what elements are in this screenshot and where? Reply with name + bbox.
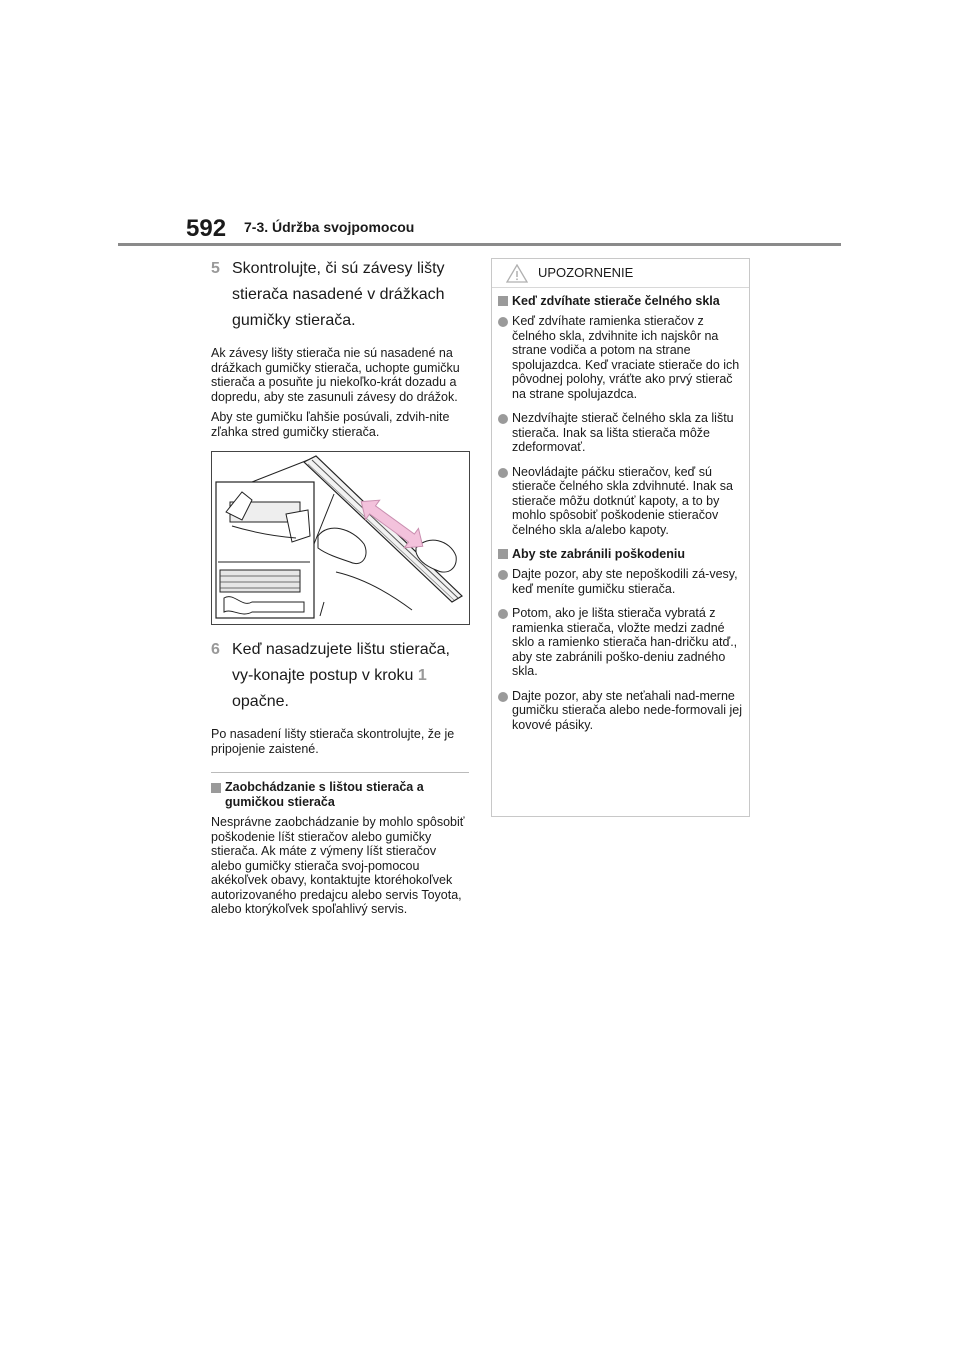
header-rule	[118, 243, 841, 246]
warning-triangle-icon	[506, 264, 528, 288]
step-number: 6	[211, 641, 220, 658]
warning-item	[498, 567, 743, 596]
warning-subheading	[498, 547, 743, 561]
square-bullet-icon	[498, 296, 508, 306]
warning-subheading	[498, 294, 743, 308]
warning-body	[492, 288, 749, 732]
step-text: Skontrolujte, či sú závesy lišty stierača nasadené v drážkach gumičky stierača.	[232, 260, 445, 329]
step5-paragraph: Ak závesy lišty stierača nie sú nasadené na drážkach gumičky stierača, uchopte gumičku stierača a posuňte ju niekoľko-krát dozadu a dopredu, aby ste zasunuli závesy do drážok.	[211, 346, 460, 404]
section-header: 7-3. Údržba svojpomocou	[244, 219, 415, 235]
warning-item-text: Nezdvíhajte stierač čelného skla za lištu stierača. Inak sa lišta stierača môže zdeformovať.	[512, 411, 734, 454]
warning-title: UPOZORNENIE	[538, 265, 634, 280]
round-bullet-icon	[498, 609, 508, 619]
wiper-illustration	[211, 451, 470, 625]
warning-item-text: Neovládajte páčku stieračov, keď sú stierače čelného skla zdvihnuté. Inak sa stierače môžu dotknúť kapoty, a to by mohlo spôsobiť poškodenie stieračov čelného skla a/alebo kapoty.	[512, 464, 733, 537]
page-number: 592	[186, 215, 227, 242]
step-number: 5	[211, 260, 220, 277]
round-bullet-icon	[498, 317, 508, 327]
warning-subheading-text: Keď zdvíhate stierače čelného skla	[512, 294, 720, 308]
warning-box	[491, 258, 750, 817]
warning-item-text: Dajte pozor, aby ste nepoškodili zá-vesy, keď meníte gumičku stierača.	[512, 567, 738, 596]
warning-item	[498, 314, 743, 401]
warning-header	[492, 259, 749, 288]
step6-paragraph: Po nasadení lišty stierača skontrolujte, že je pripojenie zaistené.	[211, 727, 455, 756]
subsection-heading	[211, 780, 469, 809]
warning-subheading-text: Aby ste zabránili poškodeniu	[512, 547, 685, 561]
warning-item-text: Keď zdvíhate ramienka stieračov z čelného skla, zdvihnite ich najskôr na strane vodiča a potom na strane spolujazdca. Keď vraciate stierače do ich pôvodnej polohy, vráťte ako prvý stierač na strane spolujazdca.	[512, 314, 740, 401]
warning-item-text: Dajte pozor, aby ste neťahali nad-merne gumičku stierača alebo nede-formovali jej kovové pásiky.	[512, 688, 742, 732]
warning-item	[498, 411, 743, 455]
round-bullet-icon	[498, 692, 508, 702]
left-column	[211, 256, 469, 917]
step-reference-number: 1	[417, 667, 427, 684]
square-bullet-icon	[211, 783, 221, 793]
warning-item-text: Potom, ako je lišta stierača vybratá z ramienka stierača, vložte medzi zadné sklo a ramienko stierača han-dričku atď., aby ste zabránili poško-deniu zadného skla.	[512, 606, 738, 678]
warning-item	[498, 606, 743, 679]
subsection-heading-text: Zaobchádzanie s lištou stierača a gumičkou stierača	[225, 780, 424, 809]
step-text-part: Keď nasadzujete lištu stierača, vy-konajte postup v kroku	[232, 641, 450, 684]
round-bullet-icon	[498, 414, 508, 424]
section-divider	[211, 772, 469, 773]
round-bullet-icon	[498, 570, 508, 580]
square-bullet-icon	[498, 549, 508, 559]
step5-paragraph: Aby ste gumičku ľahšie posúvali, zdvih-nite zľahka stred gumičky stierača.	[211, 410, 450, 439]
step-6	[211, 637, 469, 715]
subsection-text: Nesprávne zaobchádzanie by mohlo spôsobiť poškodenie líšt stieračov alebo gumičky stierača. Ak máte z výmeny líšt stieračov alebo gumičky stierača svoj-pomocou akékoľvek obavy, kontaktujte ktoréhokoľvek autorizovaného predajcu alebo servis Toyota, alebo ktorýkoľvek spoľahlivý servis.	[211, 815, 465, 916]
step-text-part: opačne.	[232, 693, 289, 710]
round-bullet-icon	[498, 468, 508, 478]
step-5	[211, 256, 469, 334]
warning-item	[498, 689, 743, 733]
warning-item	[498, 465, 743, 538]
